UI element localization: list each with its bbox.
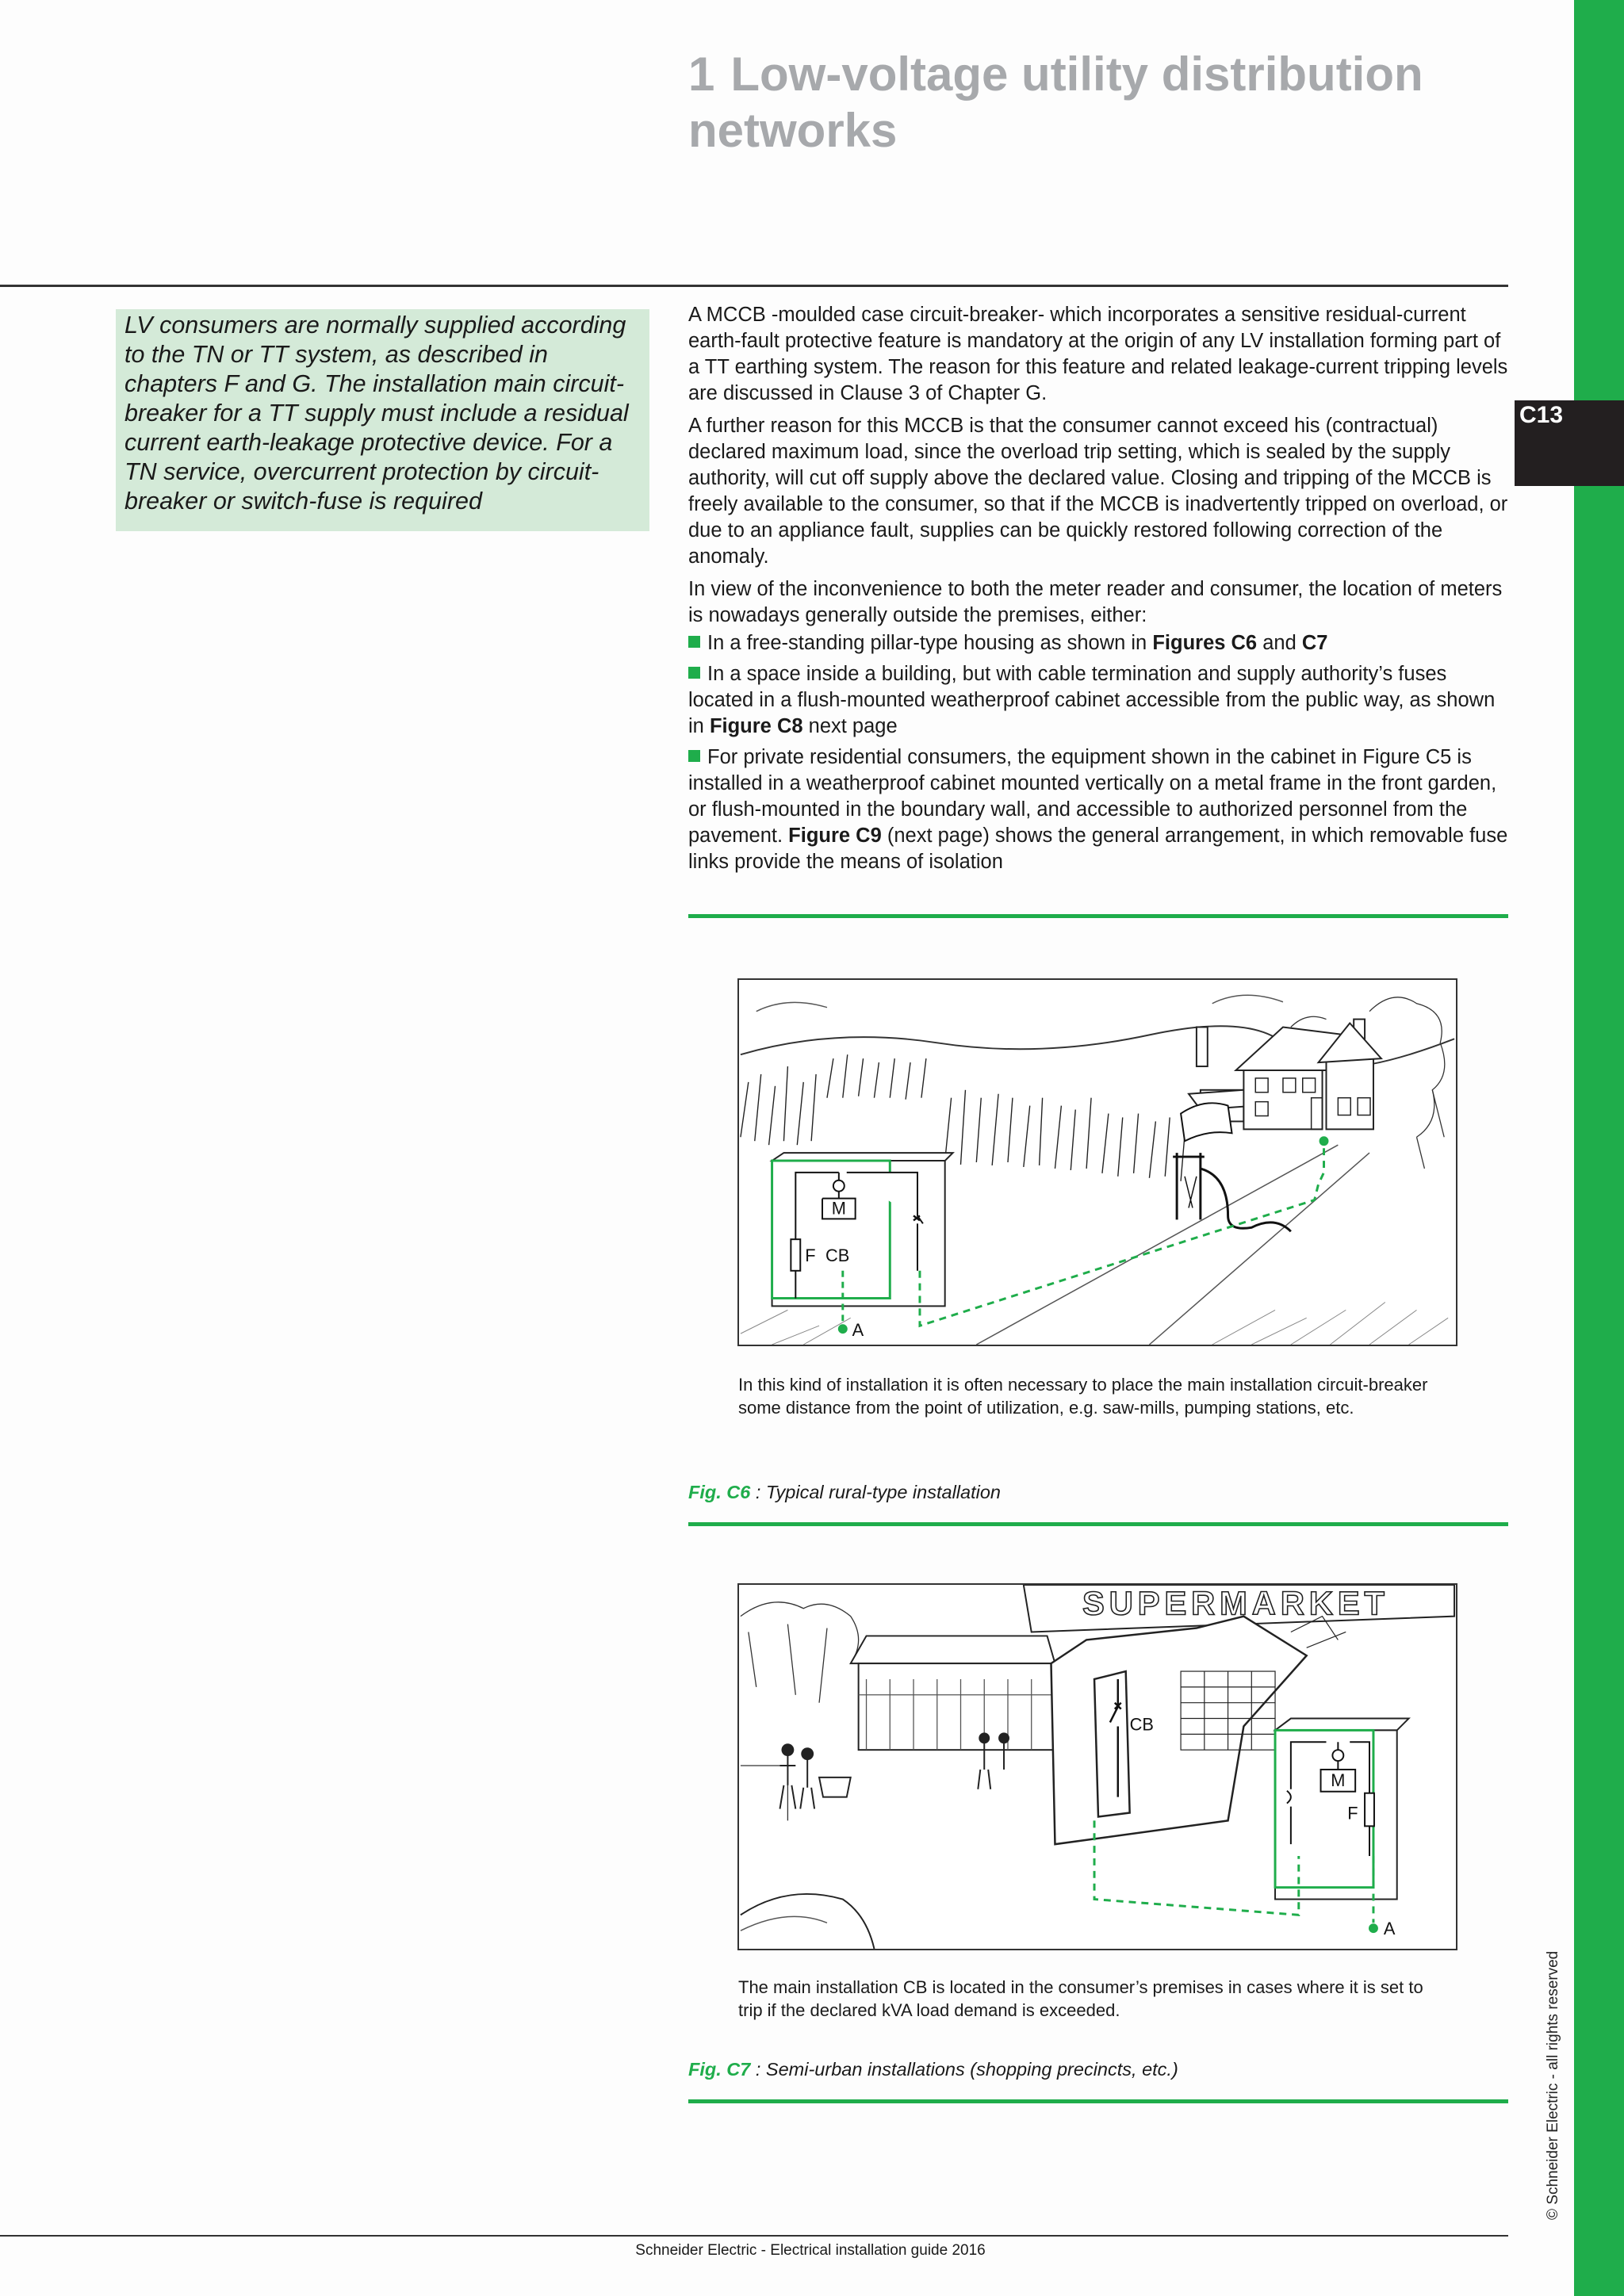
bullet-square-icon	[688, 667, 700, 679]
figure-c7-illustration	[737, 1583, 1457, 1950]
page-footer	[0, 2242, 1624, 2260]
figure-c6-note: In this kind of installation it is often necessary to place the main installation circuit-breaker some distance from the point of utilization, e.g. saw-mills, pumping stations, etc.	[738, 1375, 1428, 1418]
bullet-item-1: In a free-standing pillar-type housing as shown in Figures C6 and C7	[688, 630, 1513, 656]
copyright-notice: © Schneider Electric - all rights reserved	[1545, 1950, 1561, 2220]
chapter-number: 1	[688, 48, 715, 101]
fuse-label: F	[1347, 1803, 1358, 1823]
meter-label: M	[1331, 1770, 1346, 1790]
figure-c7-caption: Fig. C7 : Semi-urban installations (shopping precincts, etc.)	[688, 2059, 1178, 2080]
page-number-tab	[1515, 400, 1624, 486]
supermarket-sign: SUPERMARKET	[1082, 1585, 1389, 1622]
paragraph-2: A further reason for this MCCB is that the consumer cannot exceed his (contractual) declared maximum load, since the overload trip setting, which is sealed by the supply authority, will cut off supply above the declared value. Closing and tripping of the MCCB is freely available to the consumer, so that if the MCCB is inadvertently tripped on overload, or due to an appliance fault, supplies can be quickly restored following correction of the anomaly.	[688, 415, 1508, 568]
circuit-breaker-label: CB	[825, 1245, 850, 1265]
figure-reference: Figure C9	[788, 825, 882, 847]
figure-divider-top	[688, 914, 1508, 918]
summary-text: LV consumers are normally supplied according to the TN or TT system, as described in chapters F and G. The installation main circuit-breaker for a TT supply must include a residual current earth-leakage protective device. For a TN service, overcurrent protection by circuit-breaker or switch-fuse is required	[124, 312, 629, 515]
paragraph-1: A MCCB -moulded case circuit-breaker- which incorporates a sensitive residual-current earth-fault protective feature is mandatory at the origin of any LV installation forming part of a TT earthing system. The reason for this feature and related leakage-current tripping levels are discussed in Clause 3 of Chapter G.	[688, 304, 1508, 404]
side-accent-bar	[1574, 0, 1624, 2296]
rural-installation-drawing	[739, 980, 1456, 1345]
header-divider	[0, 285, 1508, 287]
figure-c7-note: The main installation CB is located in the consumer’s premises in cases where it is set to trip if the declared kVA load demand is exceeded.	[738, 1977, 1423, 2020]
bullet-item-3: For private residential consumers, the equipment shown in the cabinet in Figure C5 is installed in a weatherproof cabinet mounted vertically on a metal frame in the front garden, or flush-mounted in the boundary wall, and accessible to authorized personnel from the pavement. Figure C9 (next page) shows the general arrangement, in which removable fuse links provide the means of isolation	[688, 746, 1508, 873]
page-title	[688, 46, 1545, 159]
bullet-item-2: In a space inside a building, but with cable termination and supply authority’s fuses located in a flush-mounted weatherproof cabinet accessible from the public way, as shown in Figure C8 next page	[688, 663, 1496, 737]
figure-divider-middle	[688, 1522, 1508, 1526]
figure-reference: Figure C8	[709, 715, 803, 737]
chapter-title: Low-voltage utility distribution networks	[688, 48, 1423, 157]
fuse-label: F	[805, 1245, 816, 1265]
bullet-square-icon	[688, 750, 700, 762]
bullet-square-icon	[688, 636, 700, 648]
paragraph-3: In view of the inconvenience to both the meter reader and consumer, the location of meters is nowadays generally outside the premises, either:	[688, 578, 1503, 626]
earth-point-label: A	[852, 1320, 864, 1341]
figure-c6-caption: Fig. C6 : Typical rural-type installation	[688, 1482, 1001, 1502]
figure-divider-bottom	[688, 2099, 1508, 2103]
figure-reference: C7	[1301, 632, 1328, 654]
meter-label: M	[831, 1198, 846, 1219]
earth-point-label: A	[1383, 1919, 1396, 1939]
main-body-text	[688, 302, 1513, 880]
figure-reference: Figures C6	[1152, 632, 1258, 654]
page-number-label: C13	[1519, 402, 1564, 428]
footer-text: Schneider Electric - Electrical installation guide 2016	[635, 2242, 986, 2259]
circuit-breaker-label: CB	[1129, 1714, 1154, 1735]
footer-divider	[0, 2235, 1508, 2237]
semi-urban-installation-drawing	[739, 1585, 1456, 1949]
summary-box	[116, 309, 649, 531]
figure-c6-illustration	[737, 978, 1457, 1346]
